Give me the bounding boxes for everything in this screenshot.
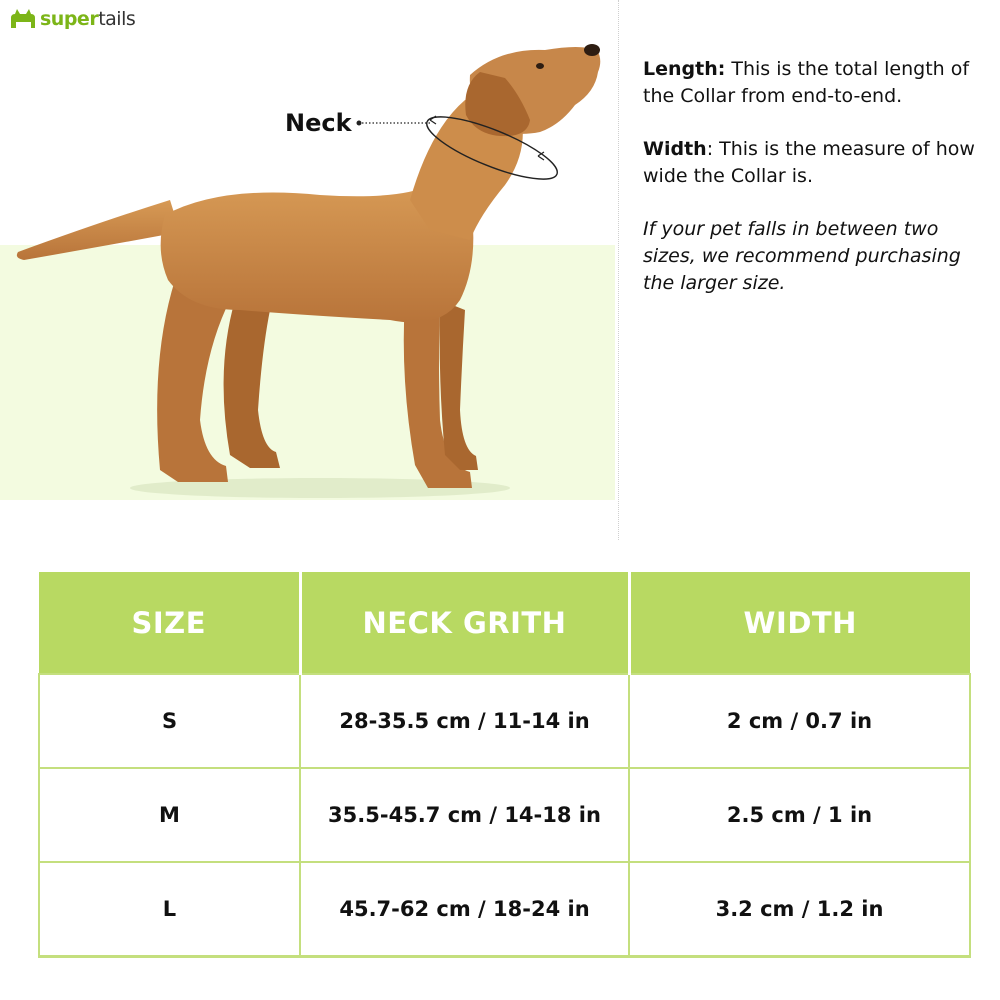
size-cell: L — [39, 862, 300, 956]
size-cell: S — [39, 674, 300, 768]
width-cell: 3.2 cm / 1.2 in — [629, 862, 970, 956]
sizing-note: If your pet falls in between two sizes, we recommend purchasing the larger size. — [643, 218, 961, 294]
width-cell: 2.5 cm / 1 in — [629, 768, 970, 862]
brand-name: supertails — [40, 7, 136, 30]
size-cell: M — [39, 768, 300, 862]
neck-girth-cell: 45.7-62 cm / 18-24 in — [300, 862, 629, 956]
width-cell: 2 cm / 0.7 in — [629, 674, 970, 768]
header-size: SIZE — [39, 572, 300, 674]
neck-girth-cell: 28-35.5 cm / 11-14 in — [300, 674, 629, 768]
length-description — [643, 56, 988, 110]
width-text: : This is the measure of how wide the Collar is. — [643, 138, 975, 187]
table-row — [39, 862, 970, 956]
header-neck-girth: NECK GRITH — [300, 572, 629, 674]
neck-girth-cell: 35.5-45.7 cm / 14-18 in — [300, 768, 629, 862]
width-description — [643, 136, 988, 190]
table-row — [39, 768, 970, 862]
header-width: WIDTH — [629, 572, 970, 674]
puppy-illustration — [0, 0, 620, 520]
neck-label: Neck — [285, 109, 352, 137]
table-header-row — [39, 572, 970, 674]
width-term: Width — [643, 138, 707, 160]
info-panel — [643, 56, 988, 323]
size-chart-table — [38, 572, 971, 958]
length-term: Length: — [643, 58, 726, 80]
length-text: This is the total length of the Collar from end-to-end. — [643, 58, 970, 107]
table-row — [39, 674, 970, 768]
